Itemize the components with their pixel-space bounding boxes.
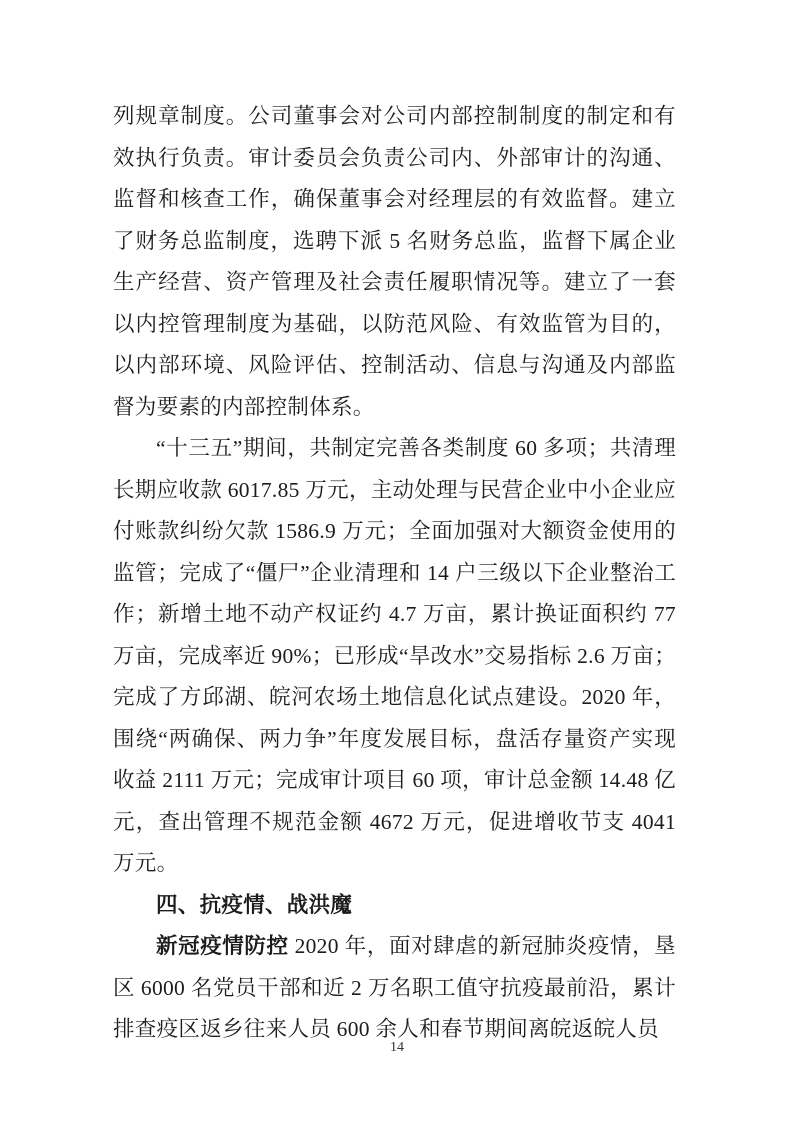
section-heading-epidemic-flood: 四、抗疫情、战洪魔 (156, 892, 353, 917)
paragraph-covid-prevention-text: 2020 年，面对肆虐的新冠肺炎疫情，垦区 6000 名党员干部和近 2 万名职工值守抗疫最前沿，累计排查疫区返乡往来人员 600 余人和春节期间离皖返皖人员 (113, 934, 676, 1041)
paragraph-13th-five-year-achievements: “十三五”期间，共制定完善各类制度 60 多项；共清理长期应收款 6017.85 万元，主动处理与民营企业中小企业应付账款纠纷欠款 1586.9 万元；全面加强对大额资金使用的监管；完成了“僵尸”企业清理和 14 户三级以下企业整治工作；新增土地不动产权证约 4.7 万亩，累计换证面积约 77 万亩，完成率近 90%；已形成“旱改水”交易指标 2.6 万亩；完成了方邱湖、皖河农场土地信息化试点建设。2020 年，围绕“两确保、两力争”年度发展目标，盘活存量资产实现收益 2111 万元；完成审计项目 60 项，审计总金额 14.48 亿元，查出管理不规范金额 4672 万元，促进增收节支 4041 万元。 (113, 436, 676, 875)
paragraph-internal-control-system: 列规章制度。公司董事会对公司内部控制制度的制定和有效执行负责。审计委员会负责公司内、外部审计的沟通、监督和核查工作，确保董事会对经理层的有效监督。建立了财务总监制度，选聘下派 5 名财务总监，监督下属企业生产经营、资产管理及社会责任履职情况等。建立了一套以内控管理制度为基础，以防范风险、有效监管为目的，以内部环境、风险评估、控制活动、信息与沟通及内部监督为要素的内部控制体系。 (113, 104, 676, 419)
paragraph-covid-prevention (113, 926, 676, 1051)
page-number: 14 (390, 1040, 404, 1055)
document-body (113, 96, 676, 1051)
paragraph-covid-prevention-lead: 新冠疫情防控 (156, 934, 289, 958)
